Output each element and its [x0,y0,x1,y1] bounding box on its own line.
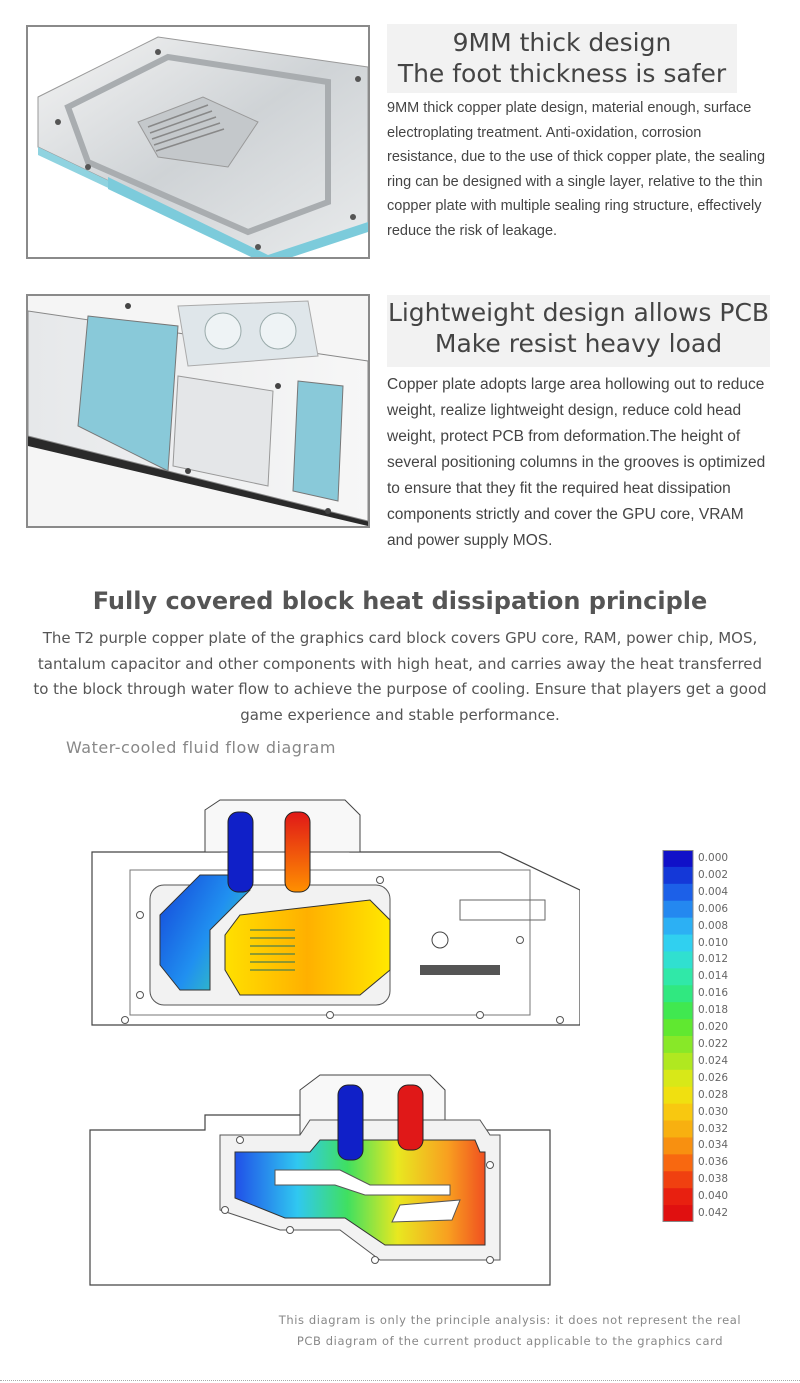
scale-label: 0.038 [698,1173,729,1186]
scale-label: 0.034 [698,1139,729,1152]
scale-segment [663,935,693,952]
lightweight-plate-photo [26,294,370,528]
section1-heading-line2: The foot thickness is safer [397,59,727,88]
scale-segment [663,884,693,901]
principle-paragraph: The T2 purple copper plate of the graphics card block covers GPU core, RAM, power chip, MOS, tantalum capacitor and other components with high heat, and carries away the heat transferred to the block through water flow to achieve the purpose of cooling. Ensure that players get a good game experience and stable performance. [33,629,767,724]
scale-segment [663,968,693,985]
scale-label: 0.036 [698,1156,729,1169]
principle-title: Fully covered block heat dissipation principle [92,587,708,615]
disclaimer-note [250,1310,770,1352]
scale-label: 0.022 [698,1038,729,1050]
lightweight-plate-illustration [28,296,368,526]
scale-segment [663,1154,693,1171]
scale-label: 0.020 [698,1021,729,1034]
fluid-flow-diagram [80,790,580,1295]
copper-plate-illustration [28,27,368,257]
section2-heading [387,295,770,367]
scale-segment [663,850,693,867]
bottom-divider [0,1380,800,1381]
section2-heading-line2: Make resist heavy load [434,329,723,358]
scale-label: 0.042 [698,1207,729,1220]
scale-segment [663,1019,693,1036]
scale-segment [663,1137,693,1154]
section1-heading [387,24,737,93]
section2-description: Copper plate adopts large area hollowing out to reduce weight, realize lightweight design, reduce cold head weight, protect PCB from deformation.The height of several positioning columns in the grooves is optimized to ensure that they fit the required heat dissipation components strictly and cover the GPU core, VRAM and power supply MOS. [387,376,766,549]
disclaimer-line1: This diagram is only the principle analysis: it does not represent the real [278,1313,742,1327]
scale-label: 0.028 [698,1088,729,1101]
scale-segment [663,1205,693,1222]
scale-segment [663,1053,693,1070]
scale-segment [663,985,693,1002]
scale-gradient [662,850,694,1222]
scale-label: 0.026 [698,1071,729,1084]
scale-label: 0.030 [698,1105,729,1118]
scale-label: 0.032 [698,1122,729,1135]
velocity-scale-bar [662,850,694,1222]
section2-heading-line1: Lightweight design allows PCB [387,298,770,327]
scale-label: 0.002 [698,868,729,881]
scale-segment [663,918,693,935]
scale-segment [663,1070,693,1087]
scale-label: 0.006 [698,902,729,915]
scale-label: 0.012 [698,953,729,966]
section1-heading-line1: 9MM thick design [452,28,672,57]
scale-segment [663,867,693,884]
copper-plate-photo [26,25,370,259]
disclaimer-line2: PCB diagram of the current product applicable to the graphics card [296,1334,724,1348]
scale-segment [663,1036,693,1053]
scale-segment [663,1121,693,1138]
scale-label: 0.014 [698,970,729,983]
section1-description: 9MM thick copper plate design, material enough, surface electroplating treatment. Anti-oxidation, corrosion resistance, due to the use of thick copper plate, the sealing ring can be designed with a single layer, relative to the thin copper plate with multiple sealing ring structure, effectively reduce the risk of leakage. [387,100,766,239]
scale-segment [663,1104,693,1121]
scale-label: 0.024 [698,1054,729,1067]
scale-label: 0.016 [698,987,729,1000]
scale-label: 0.018 [698,1004,729,1017]
scale-segment [663,951,693,968]
scale-segment [663,1171,693,1188]
scale-label: 0.004 [698,885,729,898]
scale-label: 0.040 [698,1190,729,1203]
scale-segment [663,1087,693,1104]
fluid-flow-illustration [80,790,580,1295]
scale-segment [663,901,693,918]
scale-segment [663,1002,693,1019]
diagram-caption: Water-cooled fluid flow diagram [66,738,336,757]
scale-label: 0.008 [698,919,729,932]
scale-segment [663,1188,693,1205]
scale-label: 0.000 [698,852,729,864]
scale-label: 0.010 [698,936,729,949]
